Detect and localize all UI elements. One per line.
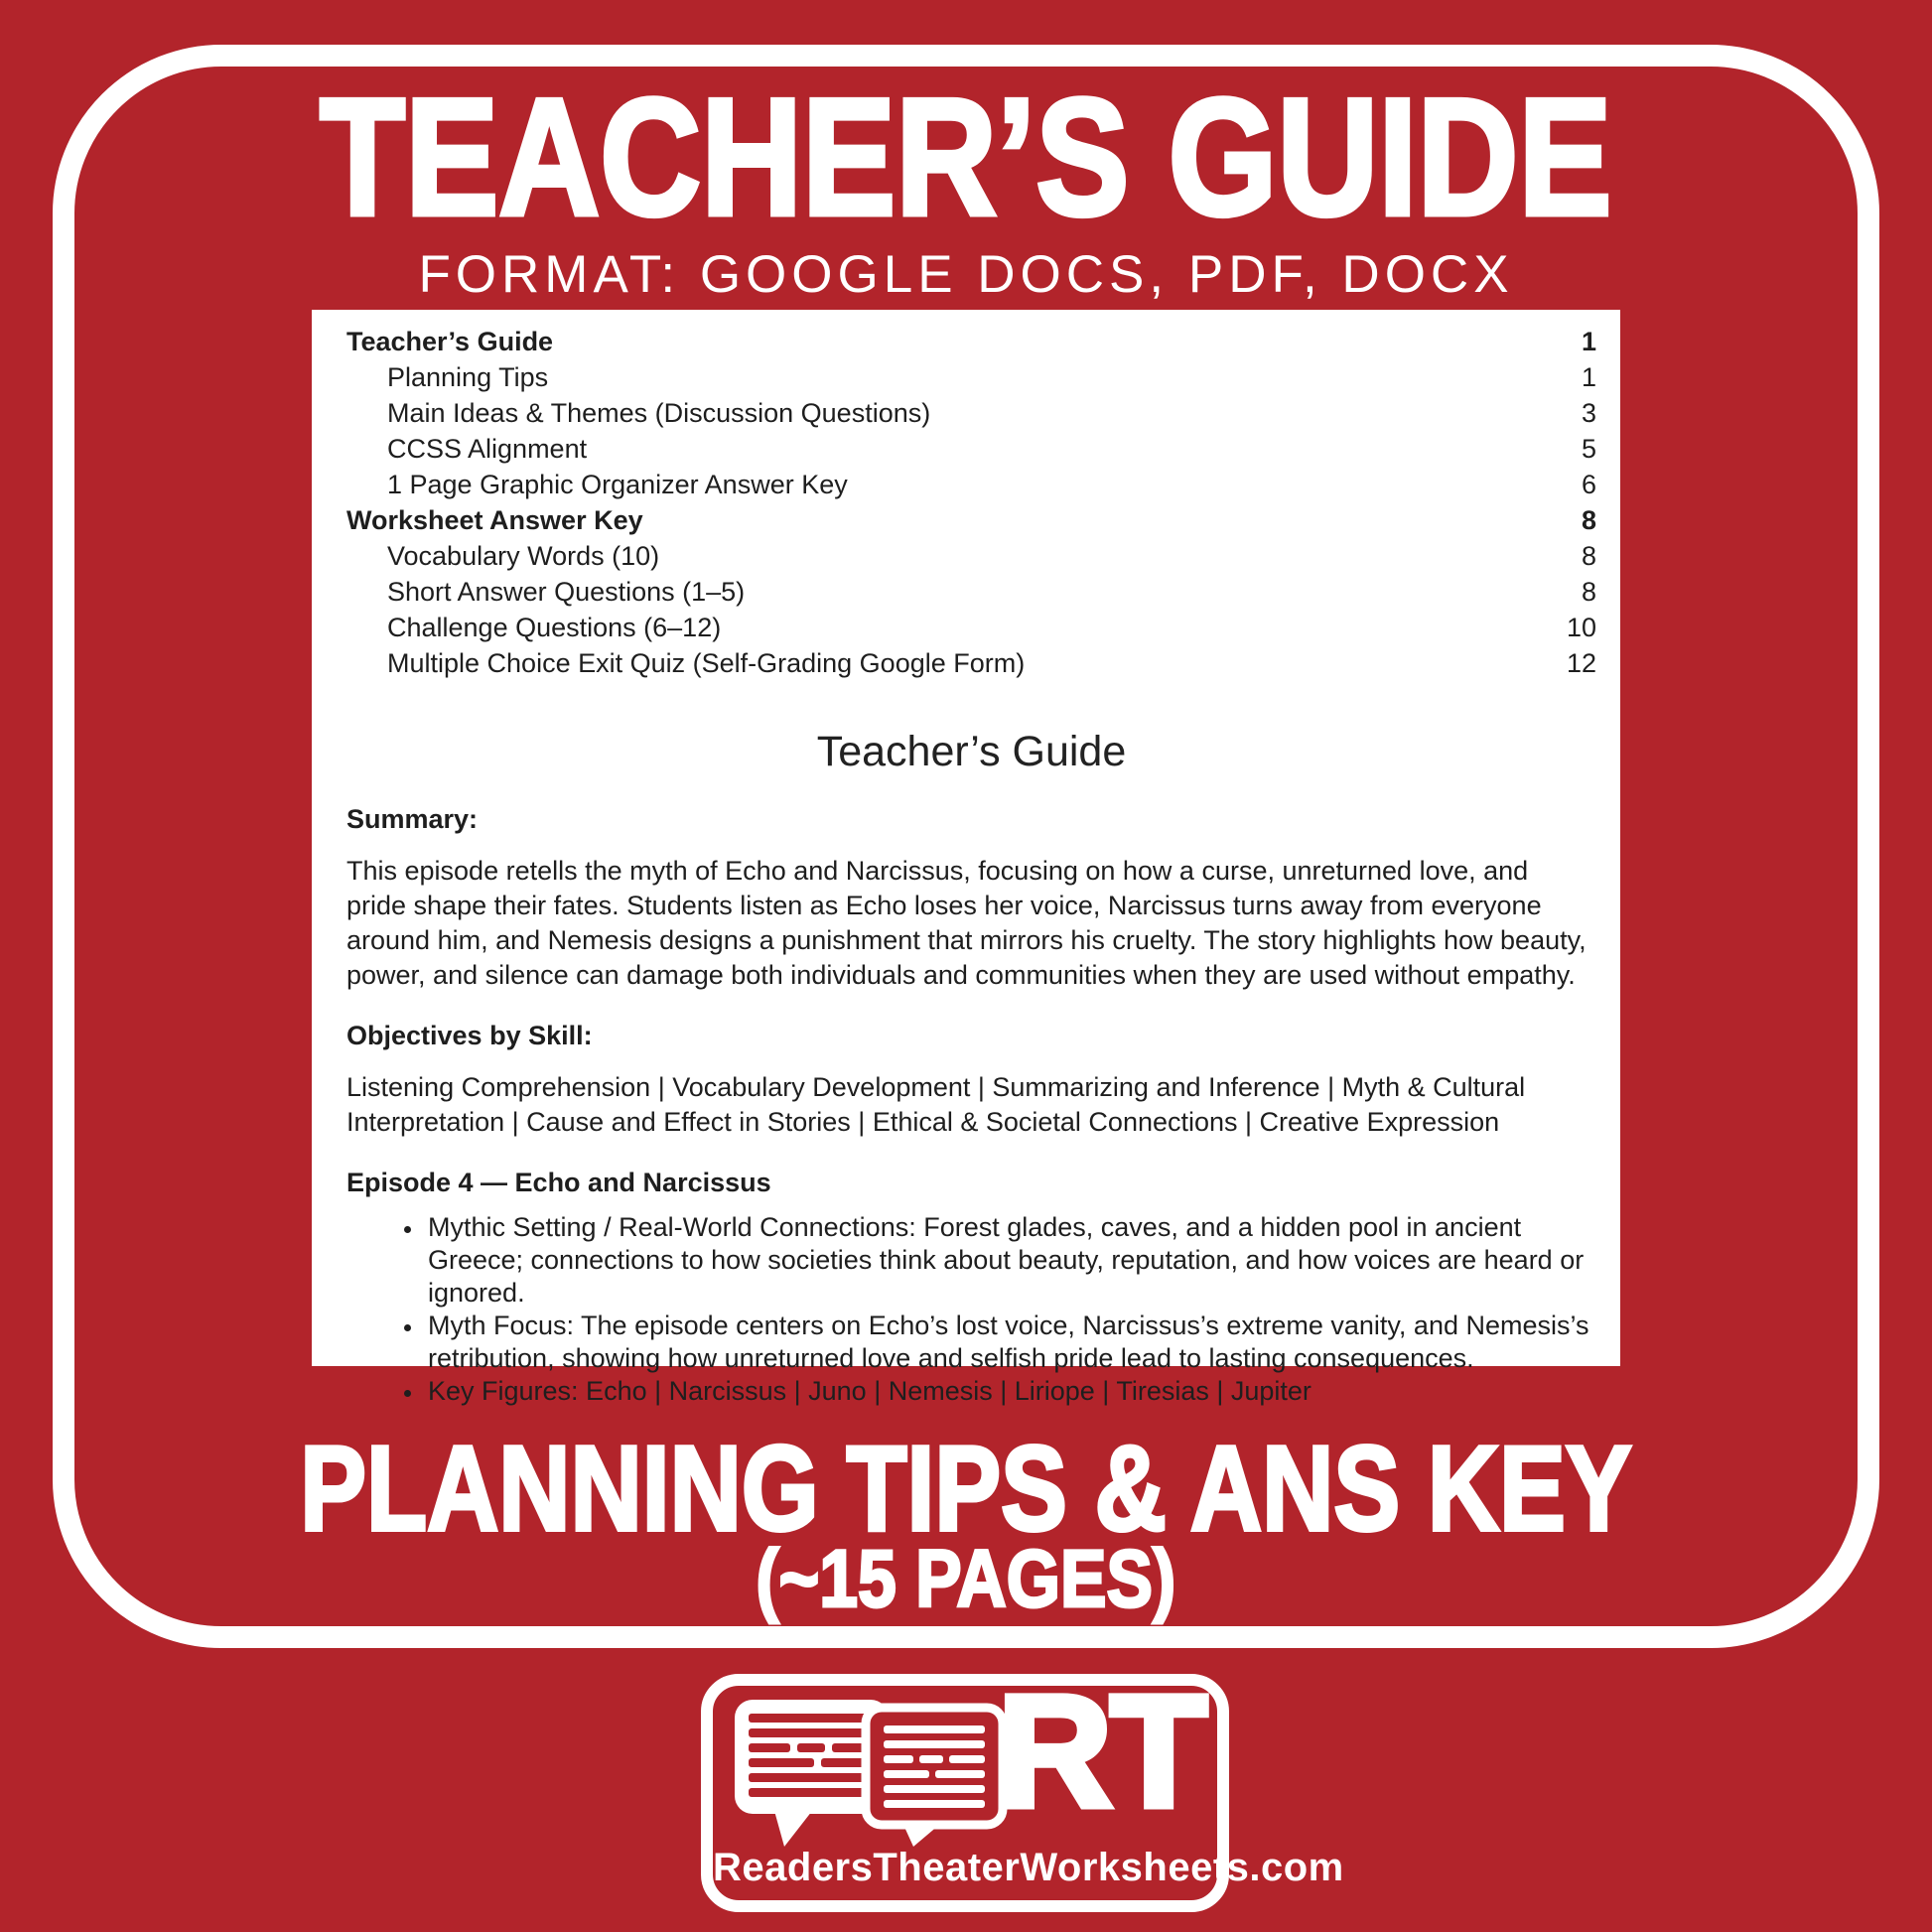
toc-row [346,395,1596,431]
toc-row [346,645,1596,681]
toc-row [346,502,1596,538]
toc-label: Short Answer Questions (1–5) [387,577,746,607]
format-subtitle: FORMAT: GOOGLE DOCS, PDF, DOCX [418,245,1514,304]
footer-page-count [0,1534,1932,1624]
footer-headline [0,1421,1932,1556]
objectives-text: Listening Comprehension | Vocabulary Development | Summarizing and Inference | Myth & Cultural Interpretation | Cause and Effect in Stories | Ethical & Societal Connections | Creative Expression [346,1072,1526,1137]
document-preview [312,310,1620,1406]
toc-page-number: 1 [1581,327,1596,356]
toc-label: Vocabulary Words (10) [387,541,660,571]
toc-label: Worksheet Answer Key [346,505,643,535]
page-title-text: TEACHER’S GUIDE [320,64,1612,250]
episode-bullet: • Myth Focus: The episode centers on Echo’s lost voice, Narcissus’s extreme vanity, and Nemesis’s retribution, showing how unreturned love and selfish pride lead to lasting consequences. [424,1310,1596,1375]
toc-page-number: 3 [1581,398,1596,428]
footer-headline-text: PLANNING TIPS & ANS KEY [300,1421,1632,1556]
toc-page-number: 8 [1581,577,1596,607]
episode-bullet: • Mythic Setting / Real-World Connections: Forest glades, caves, and a hidden pool in ancient Greece; connections to how societies think about beauty, reputation, and how voices are heard or ignored. [424,1211,1596,1310]
footer-page-count-text: (~15 PAGES) [756,1534,1176,1624]
toc-row [346,431,1596,467]
toc-page-number: 1 [1581,362,1596,392]
toc-label: 1 Page Graphic Organizer Answer Key [387,470,848,499]
episode-bullet: • Key Figures: Echo | Narcissus | Juno | Nemesis | Liriope | Tiresias | Jupiter [424,1375,1596,1408]
toc-page-number: 5 [1581,434,1596,464]
episode-heading: Episode 4 — Echo and Narcissus [346,1168,771,1197]
summary-heading: Summary: [346,804,479,834]
toc-page-number: 6 [1581,470,1596,499]
episode-bullet-list [346,1211,1596,1408]
toc-label: CCSS Alignment [387,434,588,464]
summary-text: This episode retells the myth of Echo and Narcissus, focusing on how a curse, unreturned love, and pride shape their fates. Students listen as Echo loses her voice, Narcissus turns away from everyone around him, and Nemesis designs a punishment that mirrors his cruelty. The story highlights how beauty, power, and silence can damage both individuals and communities when they are used without empathy. [346,856,1587,990]
page-title [0,64,1932,250]
toc-page-number: 10 [1566,613,1596,642]
toc-label: Challenge Questions (6–12) [387,613,722,642]
toc-row [346,324,1596,359]
toc-row [346,574,1596,610]
logo-website: ReadersTheaterWorksheets.com [713,1846,1344,1889]
toc-label: Multiple Choice Exit Quiz (Self-Grading Google Form) [387,648,1026,678]
toc-row [346,467,1596,502]
toc-label: Teacher’s Guide [346,327,554,356]
speech-bubbles-icon [735,1700,1013,1854]
toc-row [346,610,1596,645]
toc-row [346,538,1596,574]
toc-row [346,359,1596,395]
toc-page-number: 8 [1581,505,1596,535]
toc-label: Main Ideas & Themes (Discussion Questions) [387,398,931,428]
objectives-heading: Objectives by Skill: [346,1021,593,1050]
toc-page-number: 8 [1581,541,1596,571]
logo-initials: RT [997,1662,1205,1840]
toc-label: Planning Tips [387,362,549,392]
toc-page-number: 12 [1566,648,1596,678]
logo-box [701,1662,1344,1912]
document-title: Teacher’s Guide [816,728,1127,775]
